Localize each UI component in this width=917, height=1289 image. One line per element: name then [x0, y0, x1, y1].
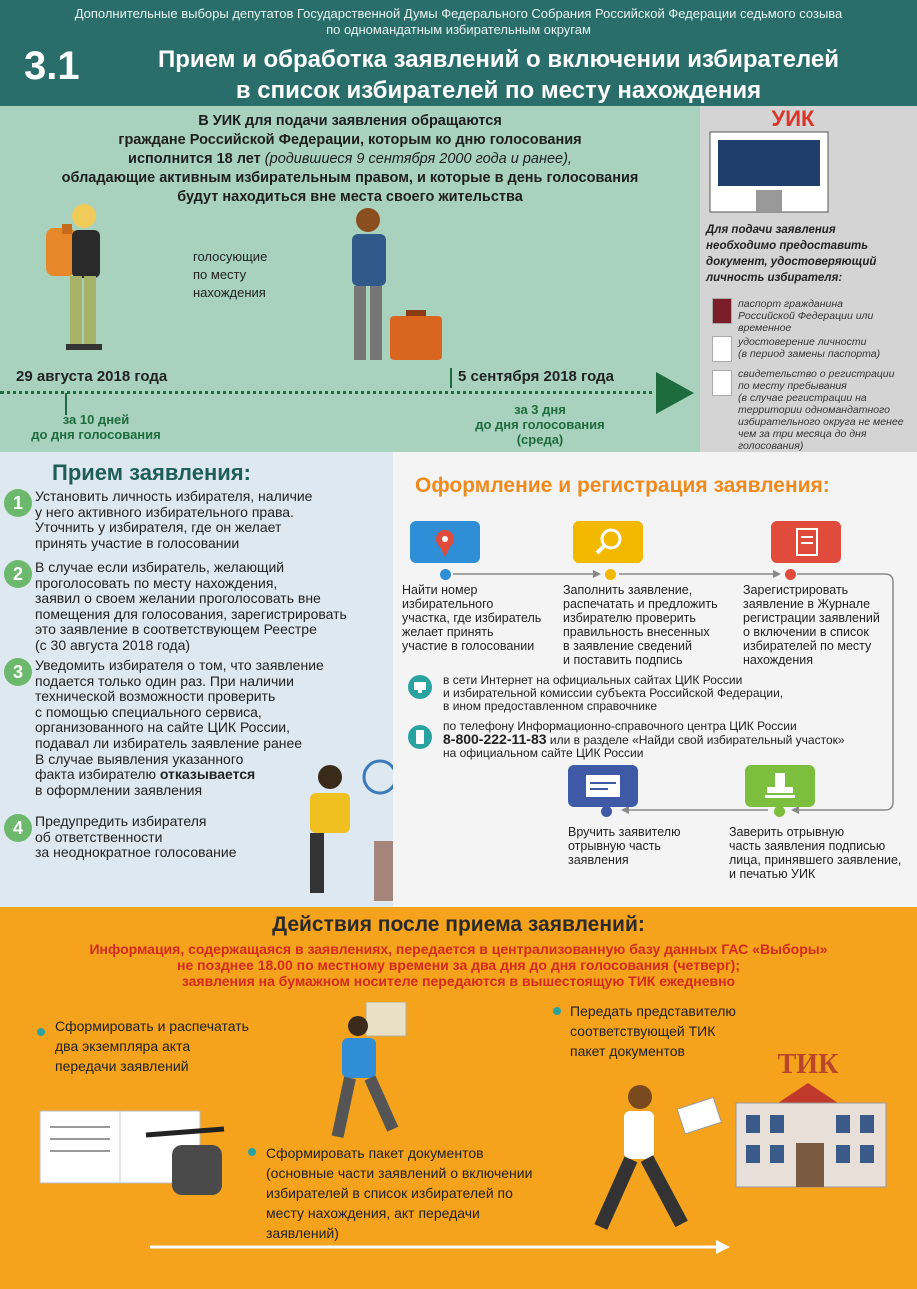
oform-line: заявления [568, 853, 629, 867]
step-text [35, 560, 391, 654]
doc-line: паспорт гражданина [738, 298, 843, 310]
location-pin-icon [410, 521, 480, 563]
timeline-arrow-icon [656, 372, 694, 414]
bullet [553, 1007, 561, 1015]
traveler-illustration [340, 206, 450, 366]
hiker-illustration [40, 202, 120, 372]
step-line: об ответственности [35, 828, 163, 845]
step-line: В случае если избиратель, желающий [35, 559, 285, 575]
eligibility-text [0, 112, 700, 207]
certificate-icon [712, 336, 732, 362]
oform-line: в ином предоставленном справочнике [443, 699, 658, 713]
step-line: Уточнить у избирателя, где он желает [35, 519, 282, 536]
oform-line: Зарегистрировать [743, 583, 849, 597]
uik-sign: УИК [771, 106, 815, 131]
oform-line: в сети Интернет на официальных сайтах ЦИК России [443, 673, 743, 687]
step-line: за неоднократное голосование [35, 844, 237, 861]
action-line: пакет документов [570, 1043, 685, 1059]
need-line: документ, удостоверяющий [706, 256, 877, 268]
oform-line: заявление в Журнале [743, 597, 871, 611]
info-line: не позднее 18.00 по местному времени за два дня до дня голосования (четверг); [177, 957, 740, 973]
registration-doc-icon [712, 370, 732, 396]
step-register-application [743, 583, 893, 667]
title-line: Прием и обработка заявлений о включении избирателей [157, 46, 840, 73]
oform-line: избирательного [402, 597, 494, 611]
oform-line: Вручить заявителю [568, 825, 681, 839]
action-line: Передать представителю [570, 1003, 736, 1019]
action-line: месту нахождения, акт передачи [266, 1205, 480, 1221]
oform-line: или в разделе «Найди свой избирательный участок» [549, 733, 845, 747]
refusal-text: факта избирателю [35, 766, 156, 783]
deadline-note-line: за 10 дней [62, 412, 130, 427]
phone-lookup-text [443, 720, 913, 760]
need-line: Для подачи заявления [706, 224, 836, 236]
action-line: заявлений) [266, 1225, 339, 1241]
step-line: помещения для голосования, зарегистрировать [35, 605, 347, 622]
date-start: 29 августа 2018 года [16, 368, 168, 385]
step-number-badge: 1 [4, 489, 32, 517]
age-text: исполнится 18 лет [128, 151, 261, 167]
voters-label-line: голосующие [193, 249, 268, 264]
step-line: подавал ли избиратель заявление ранее [35, 734, 303, 751]
oform-line: Заверить отрывную [729, 825, 845, 839]
step-line: Установить личность избирателя, наличие [35, 488, 313, 504]
intro-line: обладающие активным избирательным правом, и которые в день голосования [61, 170, 639, 186]
intro-line [0, 150, 700, 169]
doc-line: (в случае регистрации на [738, 392, 867, 404]
application-processing-section [393, 452, 917, 907]
tear-off-form-icon [568, 765, 638, 807]
step-line: у него активного избирательного права. [35, 503, 294, 520]
step-line: заявил о своем желании проголосовать вне [35, 590, 321, 607]
action-line: передачи заявлений [55, 1058, 189, 1074]
doc-line: удостоверение личности [738, 336, 867, 348]
hotline-number: 8-800-222-11-83 [443, 731, 547, 747]
uik-building-icon [700, 128, 840, 216]
deadline-note [450, 402, 630, 447]
oform-line: желает принять [402, 625, 494, 639]
voters-label [193, 248, 267, 302]
flow-dot [774, 806, 785, 817]
oform-line: о включении в список [743, 625, 869, 639]
step-hand-tear-off [568, 825, 718, 867]
info-line: заявления на бумажном носителе передаются в вышестоящую ТИК ежедневно [181, 973, 736, 989]
search-icon [573, 521, 643, 563]
step-certify-tear-off [729, 825, 917, 881]
oform-line: Найти номер [402, 583, 478, 597]
deadline-note-line: (среда) [516, 432, 564, 447]
oform-line: участка, где избиратель [402, 611, 542, 625]
step-line: с помощью специального сервиса, [35, 703, 262, 720]
step-line: технической возможности проверить [35, 688, 276, 705]
document-temporary-id [738, 336, 880, 360]
subtitle [0, 6, 917, 38]
date-end: 5 сентября 2018 года [458, 368, 614, 385]
doc-line: избирательного округа не менее [738, 416, 904, 428]
step-line: подается только один раз. При наличии [35, 672, 294, 689]
eligibility-section [0, 106, 700, 452]
subtitle-line: Дополнительные выборы депутатов Государственной Думы Федерального Собрания Российской Федерации седьмого созыва [74, 6, 843, 21]
doc-line: Российской Федерации или [738, 310, 874, 322]
action-line: Сформировать и распечатать [55, 1018, 249, 1034]
journal-checklist-icon [771, 521, 841, 563]
step-line: принять участие в голосовании [35, 534, 240, 551]
oform-line: регистрации заявлений [743, 611, 880, 625]
header [0, 0, 917, 106]
bullet [248, 1148, 256, 1156]
voters-label-line: нахождения [193, 285, 266, 300]
doc-line: по месту пребывания [738, 380, 847, 392]
intro-line: В УИК для подачи заявления обращаются [198, 113, 502, 129]
step-line: это заявление в соответствующем Реестре [35, 621, 317, 638]
phone-icon [408, 725, 432, 749]
flow-dot [601, 806, 612, 817]
step-number-badge: 3 [4, 658, 32, 686]
section-number: 3.1 [24, 44, 80, 88]
step-number-badge: 4 [4, 814, 32, 842]
oform-line: нахождения [743, 653, 814, 667]
box-carrier-illustration [330, 1002, 430, 1152]
step-line: Предупредить избирателя [35, 813, 207, 829]
passport-icon [712, 298, 732, 324]
section-title: Оформление и регистрация заявления: [415, 474, 830, 497]
tik-label: ТИК [777, 1049, 839, 1080]
computer-icon [408, 675, 432, 699]
tik-building-icon [728, 1043, 892, 1193]
info-line: Информация, содержащаяся в заявлениях, передается в централизованную базу данных ГАС «Выборы» [89, 941, 828, 957]
oform-line: в заявление сведений [563, 639, 693, 653]
action-line: два экземпляра акта [55, 1038, 191, 1054]
oform-line: избирателю проверить [563, 611, 696, 625]
internet-lookup-text [443, 674, 843, 713]
action-line: Сформировать пакет документов [266, 1145, 484, 1161]
step-fill-application [563, 583, 738, 667]
post-intake-section [0, 907, 917, 1289]
step-find-polling-station [402, 583, 542, 653]
deadline-note-line: до дня голосования [475, 417, 605, 432]
oform-line: избирателей по месту [743, 639, 872, 653]
oform-line: и избирательной комиссии субъекта Российской Федерации, [443, 686, 784, 700]
birth-date-text: (родившиеся 9 сентября 2000 года и ранее), [264, 151, 572, 167]
oform-line: Заполнить заявление, [563, 583, 693, 597]
title-line: в список избирателей по месту нахождения [235, 77, 762, 104]
page-title [86, 44, 911, 106]
oform-line: лица, принявшего заявление, [729, 853, 902, 867]
need-line: личность избирателя: [706, 272, 843, 284]
refusal-bold-text: отказывается [159, 766, 256, 783]
step-number-badge: 2 [4, 560, 32, 588]
oform-line [443, 733, 913, 747]
oform-line: часть заявления подписью [729, 839, 886, 853]
bullet [37, 1028, 45, 1036]
flow-arrow-icon [150, 1237, 740, 1257]
action-line: избирателей в список избирателей по [266, 1185, 513, 1201]
doc-line: свидетельство о регистрации [738, 368, 895, 380]
doc-line: голосования) [738, 440, 804, 452]
voters-label-line: по месту [193, 267, 247, 282]
runner-with-envelope-illustration [580, 1083, 730, 1253]
timeline-tick [450, 368, 452, 388]
doc-line: территории одномандатного [738, 404, 890, 416]
intro-line: граждане Российской Федерации, которым ко дню голосования [118, 132, 582, 148]
deadline-note-line: за 3 дня [514, 402, 566, 417]
intro-line: будут находиться вне места своего жительства [177, 189, 523, 205]
step-line: проголосовать по месту нахождения, [35, 574, 278, 591]
uik-documents-panel [700, 106, 917, 452]
doc-line: чем за три месяца до дня [738, 428, 867, 440]
need-line: необходимо предоставить [706, 240, 869, 252]
oform-line: распечатать и предложить [563, 597, 718, 611]
document-registration [738, 368, 904, 452]
documents-required-text [706, 222, 906, 286]
signing-document-illustration [36, 1105, 236, 1205]
section-title: Действия после приема заявлений: [272, 913, 645, 936]
step-line: Уведомить избирателя о том, что заявление [35, 657, 324, 673]
oform-line: и печатью УИК [729, 867, 816, 881]
info-notice [0, 941, 917, 989]
doc-line: (в период замены паспорта) [738, 348, 881, 360]
document-passport [738, 298, 873, 334]
timeline-line [0, 391, 660, 394]
action-line: (основные части заявлений о включении [266, 1165, 533, 1181]
doc-line: временное [738, 322, 792, 334]
step-text [35, 489, 391, 551]
subtitle-line: по одномандатным избирательным округам [326, 22, 591, 37]
deadline-note [16, 412, 176, 442]
section-title: Прием заявления: [52, 460, 251, 485]
step-line: в оформлении заявления [35, 781, 203, 798]
action-form-package [266, 1143, 586, 1243]
oform-line: на официальном сайте ЦИК России [443, 746, 644, 760]
oform-line: и поставить подпись [563, 653, 683, 667]
action-print-act [55, 1016, 295, 1076]
oform-line: по телефону Информационно-справочного центра ЦИК России [443, 719, 797, 733]
step-line: (с 30 августа 2018 года) [35, 636, 191, 653]
oform-line: отрывную часть [568, 839, 661, 853]
step-line: организованного на сайте ЦИК России, [35, 719, 290, 736]
action-line: соответствующей ТИК [570, 1023, 716, 1039]
stamp-icon [745, 765, 815, 807]
step-line: В случае выявления указанного [35, 750, 244, 767]
oform-line: правильность внесенных [563, 625, 710, 639]
deadline-note-line: до дня голосования [31, 427, 161, 442]
oform-line: участие в голосовании [402, 639, 535, 653]
